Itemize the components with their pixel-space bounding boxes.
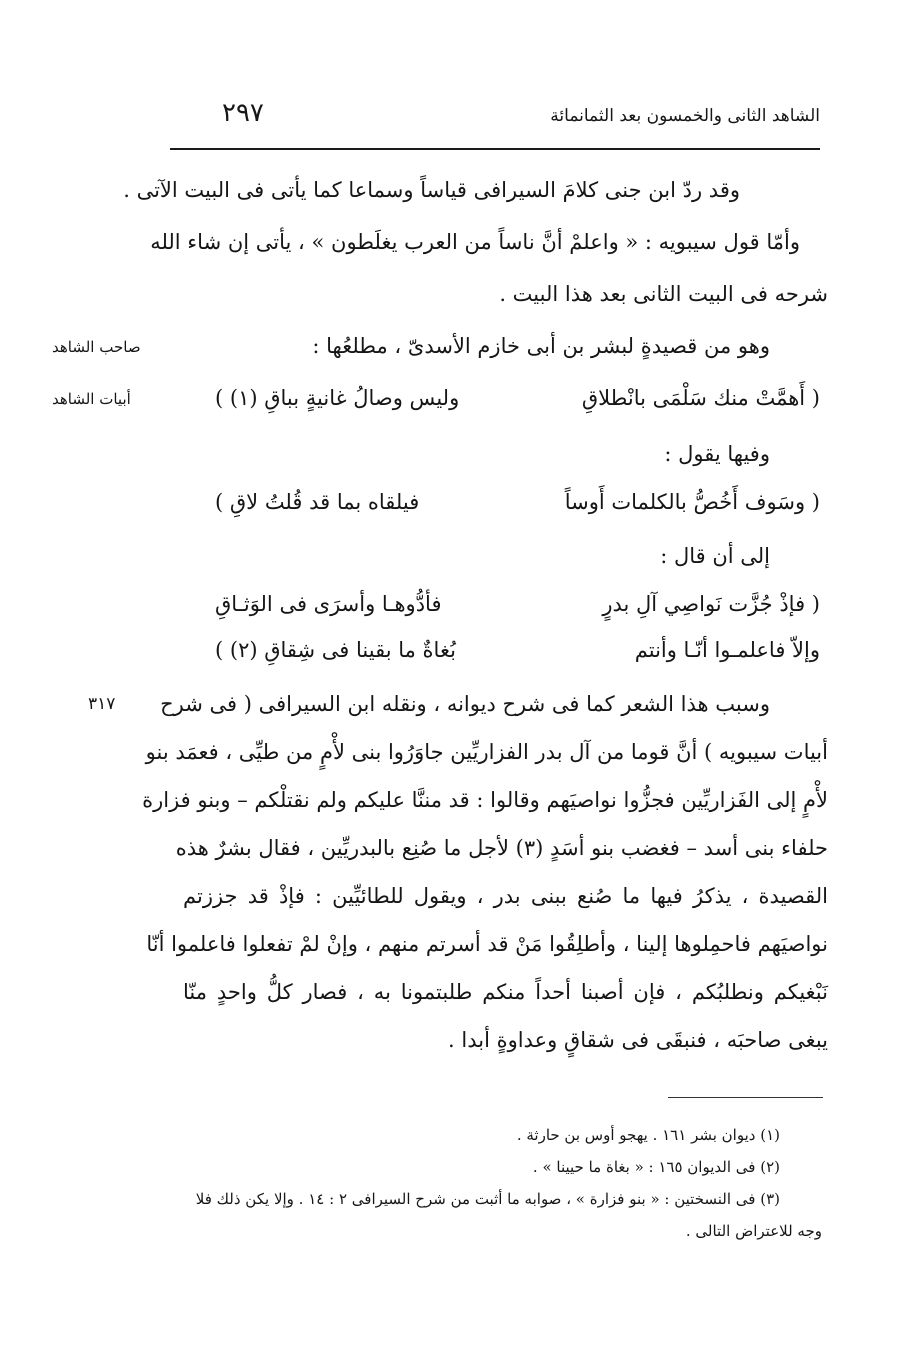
footnote-rule <box>668 1097 823 1098</box>
verse-1-first-hemistich: ( أَهمَّتْ منك سَلْمَى بانْطلاقِ <box>581 386 820 410</box>
story-line-1: وسبب هذا الشعر كما فى شرح ديوانه ، ونقله ابن السيرافى ( فى شرح <box>160 692 770 716</box>
footnote-2: (٢) فى الديوان ١٦٥ : « بغاة ما حيينا » . <box>532 1158 780 1176</box>
intro-line-3: شرحه فى البيت الثانى بعد هذا البيت . <box>499 282 828 306</box>
verse-4-first-hemistich: وإلاّ فاعلمـوا أنّـا وأنتم <box>634 638 820 662</box>
poet-line: وهو من قصيدةٍ لبشر بن أبى خازم الأسدىّ ، مطلعُها : <box>312 334 770 358</box>
story-line-8: يبغى صاحبَه ، فنبقَى فى شقاقٍ وعداوةٍ أبدا . <box>448 1028 828 1052</box>
story-line-6: نواصيَهم فاحمِلوها إلينا ، وأطلِقُوا مَنْ قد أسرتم منهم ، وإنْ لمْ تفعلوا فاعلموا أنّا <box>146 932 828 956</box>
footnote-3: (٣) فى النسختين : « بنو فزارة » ، صوابه ما أثبت من شرح السيرافى ٢ : ١٤ . وإلا يكن ذلك فلا <box>195 1190 780 1208</box>
story-line-4: حلفاء بنى أسد – فغضب بنو أسَدٍ (٣) لأجل ما صُنِع بالبدريِّين ، فقال بشرٌ هذه <box>175 836 828 860</box>
story-line-3: لأْمٍ إلى الفَزاريِّين فجزُّوا نواصيَهم وقالوا : قد مننَّا عليكم ولم نقتلْكم – وبنو فزارة <box>142 788 828 812</box>
verse-3-second-hemistich: فأدُّوهـا وأسرَى فى الوَثـاقِ <box>215 592 442 616</box>
verse-2-first-hemistich: ( وسَوف أَخُصُّ بالكلمات أَوساً <box>564 490 820 514</box>
verse-1-second-hemistich: وليس وصالُ غانيةٍ بباقِ (١) ) <box>215 386 460 410</box>
verse-3-first-hemistich: ( فإذْ جُزَّت نَواصِي آلِ بدرٍ <box>602 592 820 616</box>
sidenote-cross-ref: ٣١٧ <box>88 694 116 714</box>
transition-1: وفيها يقول : <box>664 442 770 466</box>
running-title: الشاهد الثانى والخمسون بعد الثمانمائة <box>550 106 820 126</box>
verse-4-second-hemistich: بُغاةٌ ما بقينا فى شِقاقِ (٢) ) <box>215 638 456 662</box>
transition-2: إلى أن قال : <box>660 544 770 568</box>
story-line-5: القصيدة ، يذكرُ فيها ما صُنع ببنى بدر ، ويقول للطائيِّين : فإذْ قد جززتم <box>183 884 828 908</box>
verse-2-second-hemistich: فيلقاه بما قد قُلتُ لاقِ ) <box>215 490 420 514</box>
story-line-2: أبيات سيبويه ) أنَّ قوما من آل بدر الفزاريِّين جاوَرُوا بنى لأْمٍ من طيِّى ، فعمَد بنو <box>145 740 828 764</box>
header-rule <box>170 148 820 150</box>
story-line-7: نَبْغيكم ونطلبُكم ، فإن أصبنا أحداً منكم طلبتمونا به ، فصار كلُّ واحدٍ منّا <box>183 980 828 1004</box>
page-number: ٢٩٧ <box>222 98 264 128</box>
intro-line-2: وأمّا قول سيبويه : « واعلمْ أنَّ ناساً من العرب يغلَطون » ، يأتى إن شاء الله <box>150 230 800 254</box>
footnote-3-continued: وجه للاعتراض التالى . <box>685 1222 822 1240</box>
footnote-1: (١) ديوان بشر ١٦١ . يهجو أوس بن حارثة . <box>516 1126 780 1144</box>
sidenote-verses: أبيات الشاهد <box>52 390 131 408</box>
sidenote-owner: صاحب الشاهد <box>52 338 141 356</box>
intro-line-1: وقد ردّ ابن جنى كلامَ السيرافى قياساً وسماعا كما يأتى فى البيت الآتى . <box>123 178 740 202</box>
